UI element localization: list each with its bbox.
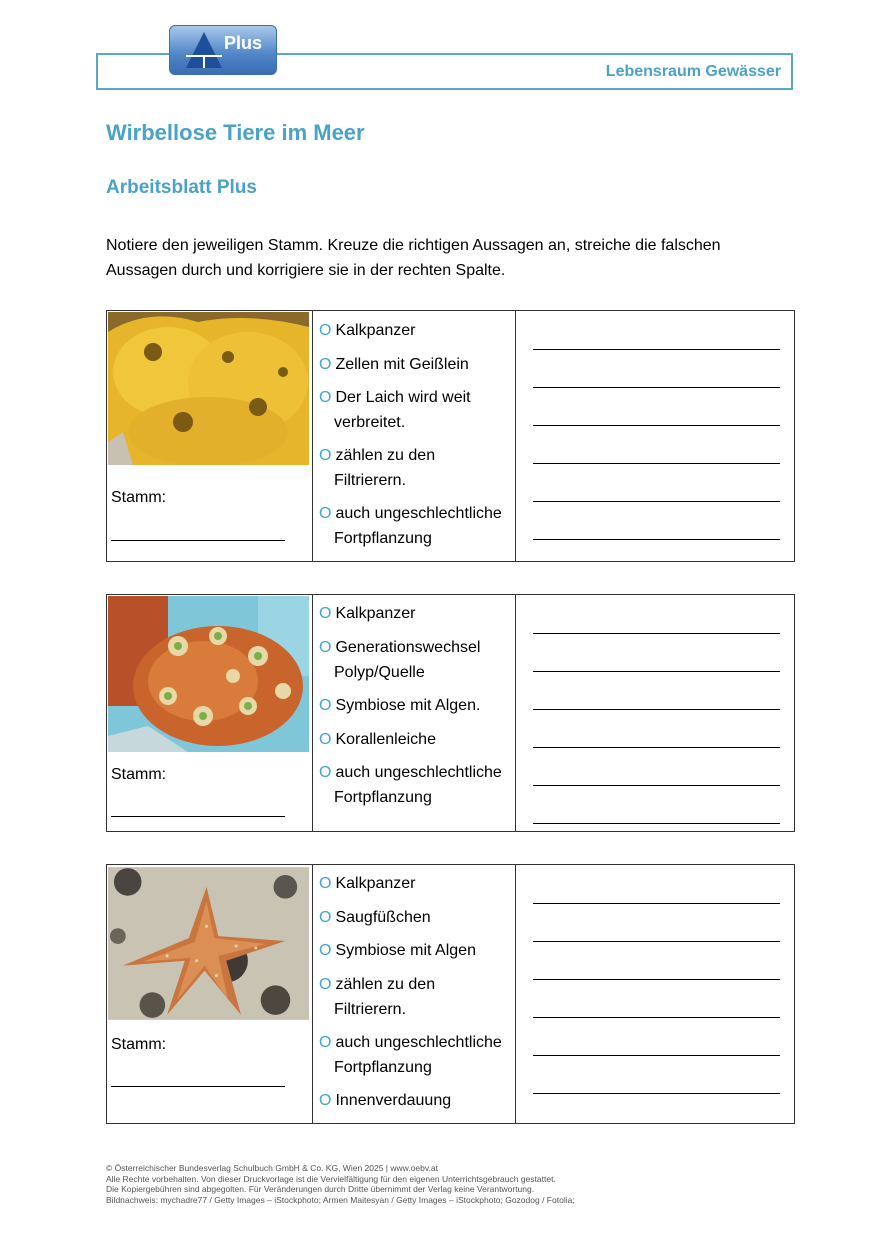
copyright-footer	[106, 1163, 575, 1205]
correction-cell	[516, 595, 794, 831]
checkbox-circle-icon[interactable]: O	[319, 697, 332, 714]
correction-line[interactable]	[533, 941, 780, 942]
correction-line[interactable]	[533, 671, 780, 672]
triangle-logo-icon	[184, 30, 224, 70]
image-cell	[107, 865, 313, 1123]
checkbox-circle-icon[interactable]: O	[319, 322, 332, 339]
stamm-label: Stamm:	[111, 1036, 167, 1053]
statement-item[interactable]: O Kalkpanzer	[319, 605, 416, 622]
task-table-1	[106, 310, 795, 562]
checkbox-circle-icon[interactable]: O	[319, 1092, 332, 1109]
correction-line[interactable]	[533, 1017, 780, 1018]
statement-item[interactable]: O auch ungeschlechtliche Fortpflanzung	[319, 505, 502, 547]
checkbox-circle-icon[interactable]: O	[319, 447, 332, 464]
checkbox-circle-icon[interactable]: O	[319, 356, 332, 373]
checkbox-circle-icon[interactable]: O	[319, 875, 332, 892]
page-title: Wirbellose Tiere im Meer	[106, 120, 365, 145]
footer-line: Die Kopiergebühren sind abgegolten. Für Veränderungen durch Dritte übernimmt der Verlag keine Verantwortung.	[106, 1184, 535, 1194]
statement-item[interactable]: O auch ungeschlechtliche Fortpflanzung	[319, 764, 502, 806]
statement-item[interactable]: O zählen zu den Filtrierern.	[319, 976, 436, 1018]
sponge-photo	[108, 312, 309, 465]
correction-line[interactable]	[533, 501, 780, 502]
correction-line[interactable]	[533, 747, 780, 748]
checkbox-circle-icon[interactable]: O	[319, 976, 332, 993]
statement-item[interactable]: O Der Laich wird weit verbreitet.	[319, 389, 471, 431]
checkbox-circle-icon[interactable]: O	[319, 605, 332, 622]
statement-item[interactable]: O Korallenleiche	[319, 731, 436, 748]
correction-cell	[516, 865, 794, 1123]
logo-text: Plus	[224, 33, 263, 53]
correction-line[interactable]	[533, 463, 780, 464]
checkbox-circle-icon[interactable]: O	[319, 942, 332, 959]
correction-line[interactable]	[533, 425, 780, 426]
correction-cell	[516, 311, 794, 561]
stamm-answer-line[interactable]	[111, 1086, 285, 1087]
stamm-label: Stamm:	[111, 489, 167, 506]
stamm-answer-line[interactable]	[111, 540, 285, 541]
task-table-3	[106, 864, 795, 1124]
page-subtitle: Arbeitsblatt Plus	[106, 177, 257, 198]
correction-line[interactable]	[533, 1055, 780, 1056]
checkbox-circle-icon[interactable]: O	[319, 764, 332, 781]
statements-cell	[313, 595, 516, 831]
coral-polyp-photo	[108, 596, 309, 752]
starfish-photo	[108, 866, 309, 1021]
statement-item[interactable]: O Saugfüßchen	[319, 909, 431, 926]
statements-cell	[313, 865, 516, 1123]
correction-line[interactable]	[533, 633, 780, 634]
statement-item[interactable]: O zählen zu den Filtrierern.	[319, 447, 436, 489]
statement-item[interactable]: O Zellen mit Geißlein	[319, 356, 469, 373]
footer-line: Bildnachweis: mychadre77 / Getty Images – iStockphoto; Armen Maitesyan / Getty Images – iStockphoto; Gozodog / Fotolia;	[106, 1194, 575, 1205]
correction-line[interactable]	[533, 1093, 780, 1094]
checkbox-circle-icon[interactable]: O	[319, 389, 332, 406]
correction-line[interactable]	[533, 349, 780, 350]
image-cell	[107, 311, 313, 561]
checkbox-circle-icon[interactable]: O	[319, 731, 332, 748]
correction-line[interactable]	[533, 785, 780, 786]
correction-line[interactable]	[533, 979, 780, 980]
correction-line[interactable]	[533, 539, 780, 540]
correction-line[interactable]	[533, 387, 780, 388]
checkbox-circle-icon[interactable]: O	[319, 909, 332, 926]
correction-line[interactable]	[533, 903, 780, 904]
statement-item[interactable]: O Symbiose mit Algen.	[319, 697, 481, 714]
image-cell	[107, 595, 313, 831]
footer-line: © Österreichischer Bundesverlag Schulbuch GmbH & Co. KG, Wien 2025 | www.oebv.at	[106, 1163, 438, 1173]
footer-line: Alle Rechte vorbehalten. Von dieser Druckvorlage ist die Vervielfältigung für den eigenen Unterrichtsgebrauch gestattet.	[106, 1173, 556, 1184]
plus-logo	[169, 25, 277, 75]
statement-item[interactable]: O Kalkpanzer	[319, 322, 416, 339]
checkbox-circle-icon[interactable]: O	[319, 505, 332, 522]
stamm-label: Stamm:	[111, 766, 167, 783]
correction-line[interactable]	[533, 709, 780, 710]
stamm-answer-line[interactable]	[111, 816, 285, 817]
statement-item[interactable]: O Innenverdauung	[319, 1092, 452, 1109]
statement-item[interactable]: O Kalkpanzer	[319, 875, 416, 892]
statement-item[interactable]: O Generationswechsel Polyp/Quelle	[319, 639, 481, 681]
header-title: Lebensraum Gewässer	[605, 63, 781, 80]
statement-item[interactable]: O auch ungeschlechtliche Fortpflanzung	[319, 1034, 502, 1076]
checkbox-circle-icon[interactable]: O	[319, 639, 332, 656]
statements-cell	[313, 311, 516, 561]
checkbox-circle-icon[interactable]: O	[319, 1034, 332, 1051]
statement-item[interactable]: O Symbiose mit Algen	[319, 942, 476, 959]
task-table-2	[106, 594, 795, 832]
correction-line[interactable]	[533, 823, 780, 824]
instructions: Notiere den jeweiligen Stamm. Kreuze die richtigen Aussagen an, streiche die falschen Aussagen durch und korrigiere sie in der rechten Spalte.	[106, 237, 721, 279]
